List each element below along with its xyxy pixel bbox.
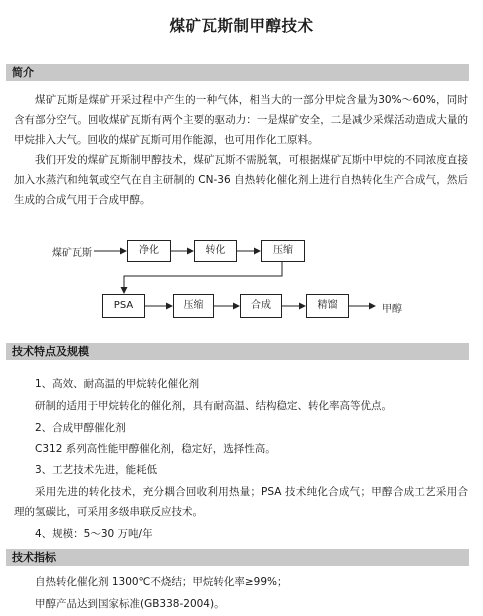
flow-step-compress-1: 压缩 xyxy=(261,240,305,262)
feature-1-title: 1、高效、耐高温的甲烷转化催化剂 xyxy=(35,378,200,390)
feature-2-title: 2、合成甲醇催化剂 xyxy=(35,422,126,434)
feature-1-body: 研制的适用于甲烷转化的催化剂，具有耐高温、结构稳定、转化率高等优点。 xyxy=(35,400,392,412)
flow-step-purify: 净化 xyxy=(127,240,171,262)
feature-3-body: 采用先进的转化技术，充分耦合回收利用热量；PSA 技术纯化合成气；甲醇合成工艺采用合理的氢碳比，可采用多级串联反应技术。 xyxy=(14,486,468,518)
flow-input-label: 煤矿瓦斯 xyxy=(52,248,92,259)
section-header-intro: 简介 xyxy=(6,64,469,81)
arrow-compress-to-psa xyxy=(124,262,282,293)
indicator-line-2: 甲醇产品达到国家标准(GB338-2004)。 xyxy=(35,598,225,610)
flow-step-psa: PSA xyxy=(102,294,145,318)
flow-step-convert: 转化 xyxy=(194,240,237,262)
flow-step-distill: 精馏 xyxy=(306,294,349,318)
page-title: 煤矿瓦斯制甲醇技术 xyxy=(169,17,314,35)
flow-step-synthesis: 合成 xyxy=(240,294,282,318)
flow-output-label: 甲醇 xyxy=(382,304,402,315)
intro-paragraph-1: 煤矿瓦斯是煤矿开采过程中产生的一种气体，相当大的一部分甲烷含量为30%～60%，同时含有部分空气。回收煤矿瓦斯有两个主要的驱动力：一是煤矿安全，二是减少采煤活动造成大量的甲烷排入大气。回收的煤矿瓦斯可用作能源，也可用作化工原料。 xyxy=(14,94,468,146)
section-header-features: 技术特点及规模 xyxy=(6,343,469,360)
intro-paragraph-2: 我们开发的煤矿瓦斯制甲醇技术，煤矿瓦斯不需脱氧，可根据煤矿瓦斯中甲烷的不同浓度直接加入水蒸汽和纯氧或空气在自主研制的 CN-36 自热转化催化剂上进行自热转化生产合成气，然后生成的合成气用于合成甲醇。 xyxy=(14,154,468,206)
feature-2-body: C312 系列高性能甲醇催化剂，稳定好，选择性高。 xyxy=(35,443,276,455)
feature-3-title: 3、工艺技术先进，能耗低 xyxy=(35,464,158,476)
indicator-line-1: 自热转化催化剂 1300℃不烧结；甲烷转化率≥99%； xyxy=(35,576,288,588)
section-header-indicators: 技术指标 xyxy=(6,549,469,566)
flow-step-compress-2: 压缩 xyxy=(173,294,214,318)
feature-4-scale: 4、规模：5～30 万吨/年 xyxy=(35,528,153,540)
